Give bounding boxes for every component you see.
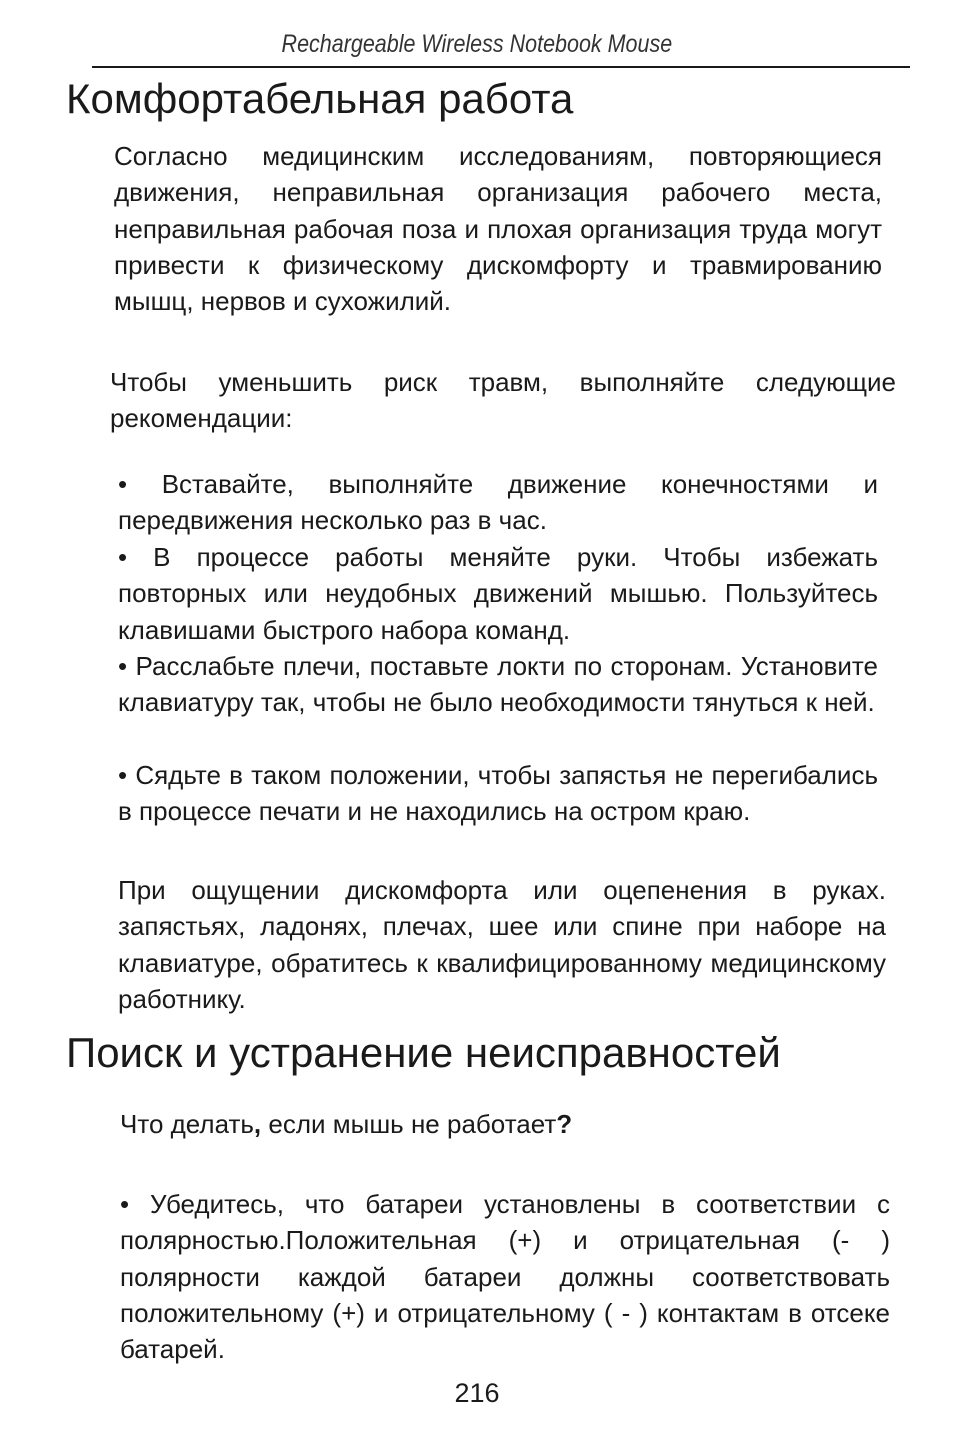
question-text-end: если мышь не работает bbox=[261, 1109, 557, 1139]
running-header-title: Rechargeable Wireless Notebook Mouse bbox=[281, 30, 673, 58]
question-text-start: Что делать bbox=[120, 1109, 254, 1139]
comfort-bullet-4: • Сядьте в таком положении, чтобы запястья не перегибались в процессе печати и не находились на остром краю. bbox=[118, 760, 878, 827]
troubleshooting-section-heading: Поиск и устранение неисправностей bbox=[66, 1029, 781, 1076]
question-comma: , bbox=[253, 1109, 262, 1139]
comfort-advice-paragraph: Чтобы уменьшить риск травм, выполняйте следующие рекомендации: bbox=[110, 367, 896, 434]
header-divider bbox=[92, 66, 910, 68]
question-mark: ? bbox=[556, 1109, 573, 1139]
comfort-bullet-3: • Расслабьте плечи, поставьте локти по сторонам. Установите клавиатуру так, чтобы не было необходимости тянуться к ней. bbox=[118, 651, 878, 718]
comfort-intro-paragraph: Согласно медицинским исследованиям, повторяющиеся движения, неправильная организация рабочего места, неправильная рабочая поза и плохая организация труда могут привести к физическому дискомфорту и травмированию мышц, нервов и сухожилий. bbox=[114, 141, 882, 317]
comfort-section-heading: Комфортабельная работа bbox=[66, 75, 574, 122]
troubleshooting-answer-bullet: • Убедитесь, что батареи установлены в соответствии с полярностью.Положительная (+) и отрицательная (- ) полярности каждой батареи должны соответствовать положительному (+) и отрицательному ( - ) контактам в отсеке батарей. bbox=[120, 1189, 890, 1365]
troubleshooting-question bbox=[120, 1106, 890, 1142]
comfort-closing-paragraph: При ощущении дискомфорта или оцепенения в руках. запястьях, ладонях, плечах, шее или спине при наборе на клавиатуре, обратитесь к квалифицированному медицинскому работнику. bbox=[118, 875, 886, 1014]
comfort-bullet-1: • Вставайте, выполняйте движение конечностями и передвижения несколько раз в час. bbox=[118, 469, 878, 536]
page-number: 216 bbox=[454, 1378, 500, 1408]
comfort-bullet-2: • В процессе работы меняйте руки. Чтобы избежать повторных или неудобных движений мышью. Пользуйтесь клавишами быстрого набора команд. bbox=[118, 542, 878, 645]
